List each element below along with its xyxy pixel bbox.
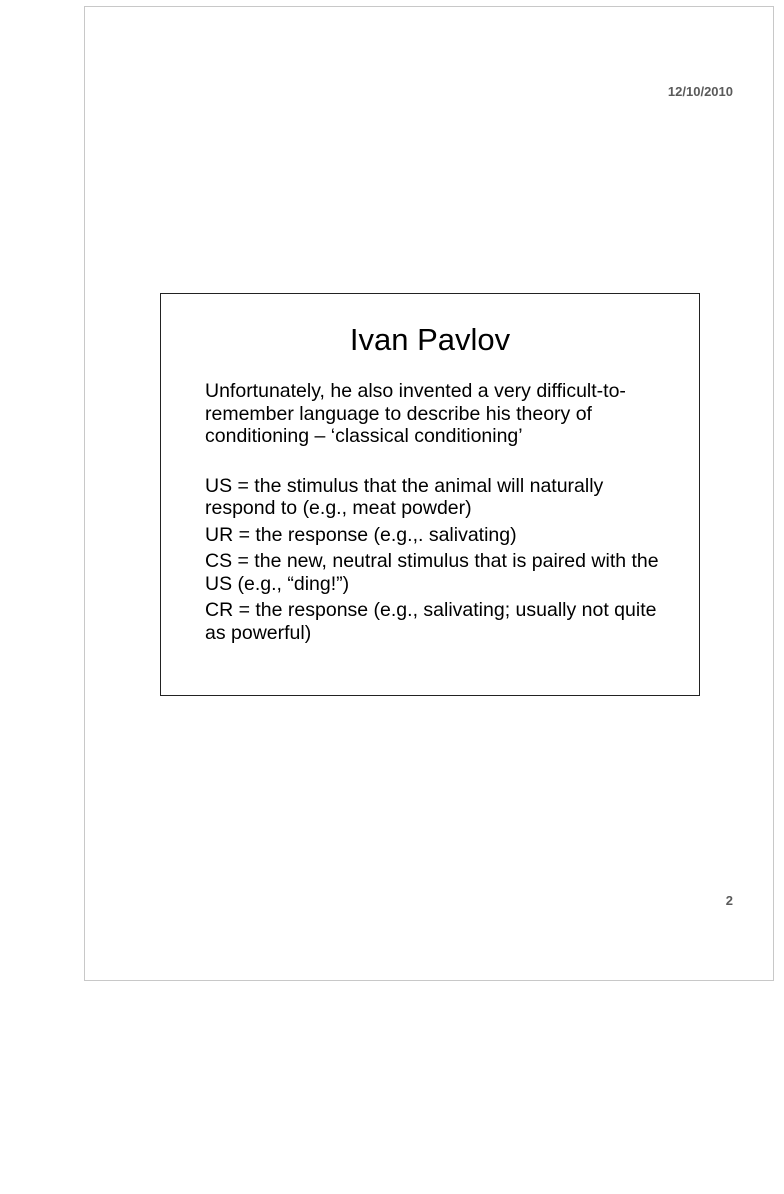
slide-body (205, 380, 675, 648)
intro-paragraph: Unfortunately, he also invented a very difficult-to-remember language to describe his theory of conditioning – ‘classical conditioning’ (205, 380, 626, 447)
document-page (84, 6, 774, 981)
slide-title: Ivan Pavlov (349, 322, 511, 357)
definition-ur: UR = the response (e.g.,. salivating) (205, 523, 517, 546)
definition-cr: CR = the response (e.g., salivating; usually not quite as powerful) (205, 599, 657, 644)
page-date: 12/10/2010 (667, 84, 733, 99)
page-number: 2 (725, 893, 733, 908)
definition-cs: CS = the new, neutral stimulus that is paired with the US (e.g., “ding!”) (205, 550, 659, 595)
definition-us: US = the stimulus that the animal will naturally respond to (e.g., meat powder) (205, 474, 604, 519)
slide-frame (160, 293, 700, 696)
